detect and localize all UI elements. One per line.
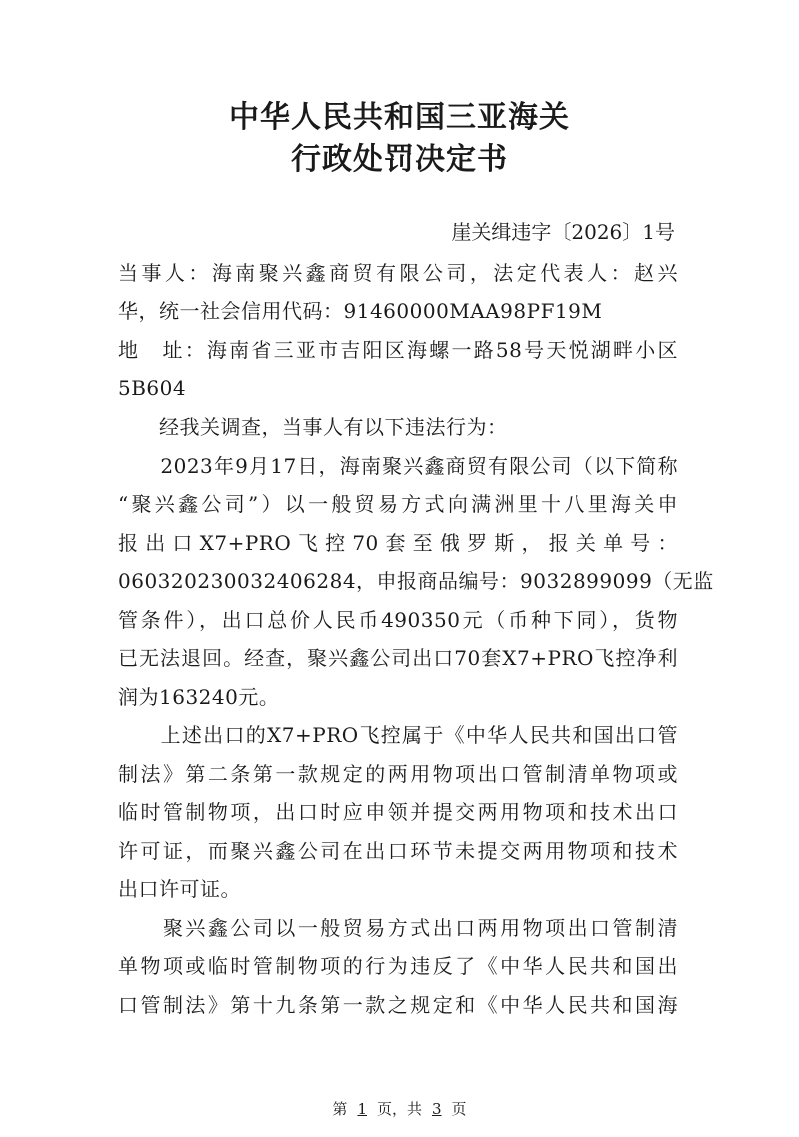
body-line: “聚兴鑫公司”）以一般贸易方式向满洲里十八里海关申: [118, 492, 678, 516]
body-line: 管条件），出口总价人民币490350元（币种下同），货物: [118, 608, 678, 632]
body-line: 出口许可证。: [118, 877, 241, 901]
footer-suffix: 页: [451, 1100, 467, 1118]
body-line: 华，统一社会信用代码：91460000MAA98PF19M: [118, 299, 603, 323]
body-line: 5B604: [118, 376, 187, 400]
document-title-line-1: 中华人民共和国三亚海关: [229, 100, 570, 135]
body-line: 当事人：海南聚兴鑫商贸有限公司，法定代表人：赵兴: [118, 261, 678, 285]
footer-middle: 页，共: [376, 1100, 422, 1118]
body-line: 地 址：海南省三亚市吉阳区海螺一路58号天悦湖畔小区: [118, 338, 678, 362]
current-page-number: 1: [357, 1100, 367, 1118]
body-line: 润为163240元。: [118, 685, 280, 709]
body-line: 口管制法》第十九条第一款之规定和《中华人民共和国海: [118, 993, 678, 1017]
footer-prefix: 第: [332, 1100, 348, 1118]
total-pages-number: 3: [432, 1100, 442, 1118]
body-line: 制法》第二条第一款规定的两用物项出口管制清单物项或: [118, 762, 678, 786]
document-number: 崖关缉违字〔2026〕1号: [451, 220, 675, 244]
body-line: 许可证，而聚兴鑫公司在出口环节未提交两用物项和技术: [118, 839, 678, 863]
body-line: 聚兴鑫公司以一般贸易方式出口两用物项出口管制清: [118, 916, 678, 940]
page-footer: [0, 1098, 799, 1120]
body-line: 报出口X7+PRO飞控70套至俄罗斯，报关单号：: [118, 531, 678, 555]
body-line: 临时管制物项，出口时应申领并提交两用物项和技术出口: [118, 800, 678, 824]
body-line: 已无法退回。经查，聚兴鑫公司出口70套X7+PRO飞控净利: [118, 646, 678, 670]
body-line: 060320230032406284，申报商品编号：9032899099（无监: [118, 569, 714, 593]
body-line: 2023年9月17日，海南聚兴鑫商贸有限公司（以下简称: [118, 454, 678, 478]
body-line: 经我关调查，当事人有以下违法行为：: [118, 415, 508, 439]
body-line: 单物项或临时管制物项的行为违反了《中华人民共和国出: [118, 954, 678, 978]
document-title-line-2: 行政处罚决定书: [291, 142, 508, 177]
body-line: 上述出口的X7+PRO飞控属于《中华人民共和国出口管: [118, 723, 678, 747]
